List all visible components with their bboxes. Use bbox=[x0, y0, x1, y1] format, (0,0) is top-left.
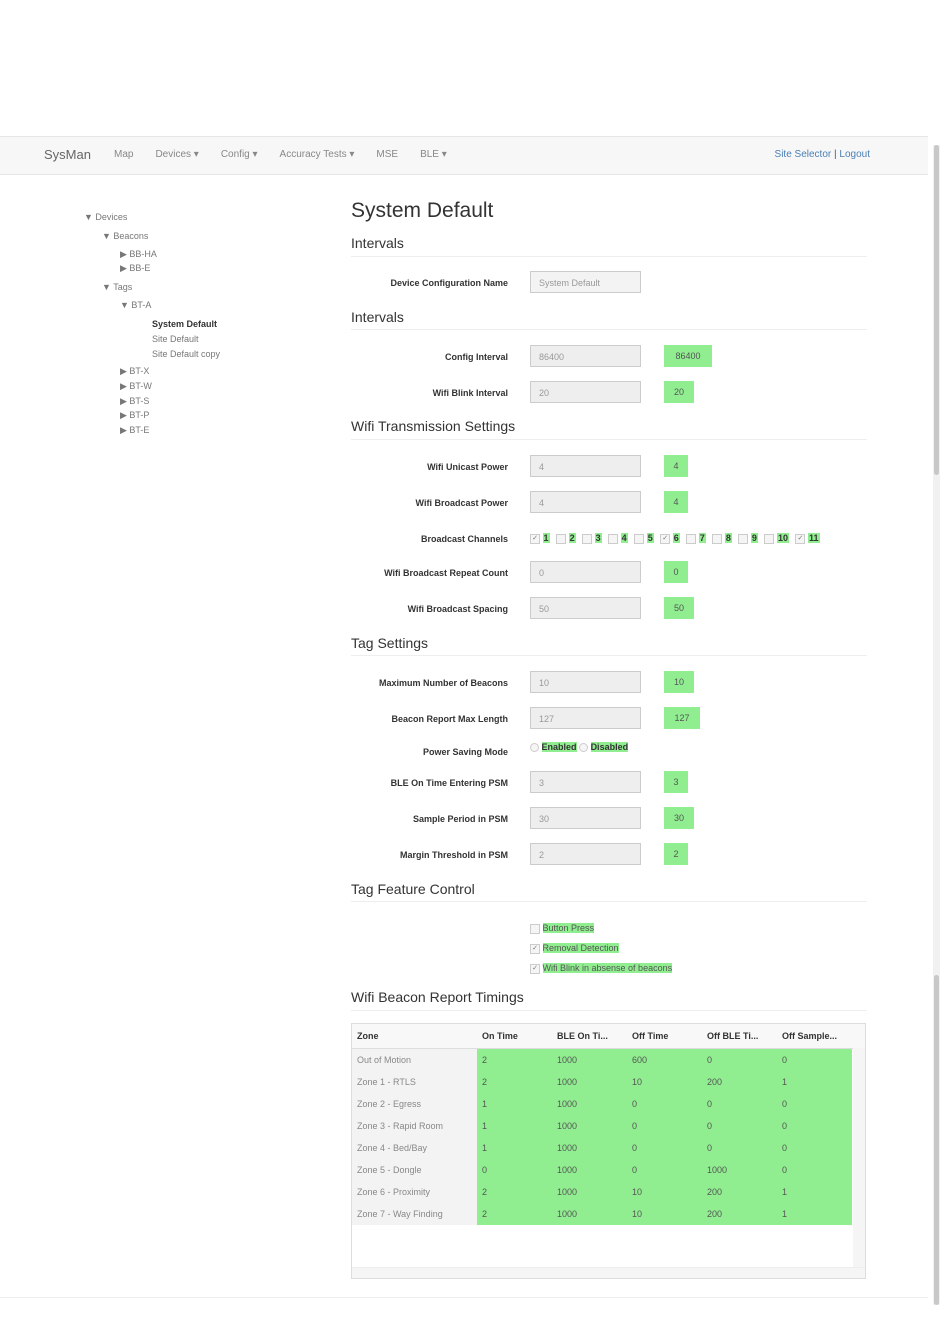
grid-vertical-scrollbar[interactable] bbox=[853, 1048, 865, 1268]
col-on-time[interactable]: On Time bbox=[482, 1031, 518, 1041]
broadcast-spacing-label: Wifi Broadcast Spacing bbox=[407, 604, 508, 614]
value-cell[interactable]: 1 bbox=[777, 1071, 852, 1093]
feature-button-press[interactable]: Button Press bbox=[530, 923, 594, 934]
tree-bt-x[interactable]: ▶ BT-X bbox=[120, 366, 150, 376]
broadcast-power-label: Wifi Broadcast Power bbox=[415, 498, 508, 508]
value-cell[interactable]: 1 bbox=[477, 1093, 552, 1115]
value-cell[interactable]: 200 bbox=[702, 1071, 777, 1093]
checkbox-icon[interactable] bbox=[634, 534, 644, 544]
divider bbox=[351, 256, 867, 257]
config-interval-label: Config Interval bbox=[444, 352, 508, 362]
value-cell[interactable]: 0 bbox=[702, 1049, 777, 1071]
table-row[interactable] bbox=[352, 1137, 852, 1159]
ble-on-time-input[interactable]: 3 bbox=[530, 771, 641, 793]
section-tag-feature: Tag Feature Control bbox=[351, 881, 475, 897]
config-name-input[interactable]: System Default bbox=[530, 271, 641, 293]
value-cell[interactable]: 10 bbox=[627, 1203, 702, 1225]
broadcast-channels bbox=[530, 533, 824, 544]
zone-cell[interactable]: Zone 1 - RTLS bbox=[352, 1071, 477, 1093]
checkbox-icon[interactable]: ✓ bbox=[530, 944, 540, 954]
blink-interval-label: Wifi Blink Interval bbox=[432, 388, 508, 398]
margin-threshold-label: Margin Threshold in PSM bbox=[399, 850, 508, 860]
tree-tags[interactable]: ▼ Tags bbox=[102, 282, 133, 292]
blink-interval-input[interactable]: 20 bbox=[530, 381, 641, 403]
channel-4[interactable]: 4 bbox=[608, 533, 628, 544]
nav-devices[interactable]: Devices ▾ bbox=[155, 149, 199, 160]
table-row[interactable] bbox=[352, 1203, 852, 1225]
broadcast-channels-label: Broadcast Channels bbox=[420, 534, 508, 544]
timings-grid bbox=[351, 1023, 866, 1279]
value-cell[interactable]: 10 bbox=[627, 1181, 702, 1203]
checkbox-icon[interactable] bbox=[530, 924, 540, 934]
table-row[interactable] bbox=[352, 1049, 852, 1071]
repeat-count-label: Wifi Broadcast Repeat Count bbox=[384, 568, 508, 578]
report-length-input[interactable]: 127 bbox=[530, 707, 641, 729]
page-title: System Default bbox=[351, 199, 494, 222]
tree-bt-e[interactable]: ▶ BT-E bbox=[120, 425, 150, 435]
zone-cell[interactable]: Zone 4 - Bed/Bay bbox=[352, 1137, 477, 1159]
radio-disabled[interactable] bbox=[579, 743, 588, 752]
config-interval-current: 86400 bbox=[664, 345, 712, 367]
radio-enabled[interactable] bbox=[530, 743, 539, 752]
tree-bb-e[interactable]: ▶ BB-E bbox=[120, 263, 151, 273]
value-cell[interactable]: 2 bbox=[477, 1049, 552, 1071]
checkbox-icon[interactable] bbox=[712, 534, 722, 544]
radio-disabled-label: Disabled bbox=[590, 742, 629, 752]
navbar bbox=[0, 136, 928, 175]
value-cell[interactable]: 1000 bbox=[552, 1093, 627, 1115]
checkbox-icon[interactable] bbox=[764, 534, 774, 544]
margin-threshold-input[interactable]: 2 bbox=[530, 843, 641, 865]
value-cell[interactable]: 0 bbox=[702, 1093, 777, 1115]
value-cell[interactable]: 0 bbox=[777, 1115, 852, 1137]
value-cell[interactable]: 1 bbox=[777, 1203, 852, 1225]
value-cell[interactable]: 1000 bbox=[552, 1115, 627, 1137]
col-off-sample[interactable]: Off Sample... bbox=[782, 1031, 838, 1041]
scrollbar-thumb-lower bbox=[934, 975, 939, 1305]
tree-system-default[interactable]: System Default bbox=[152, 319, 218, 329]
footer-divider bbox=[0, 1297, 928, 1298]
grid-horizontal-scrollbar[interactable] bbox=[352, 1267, 865, 1278]
config-interval-input[interactable]: 86400 bbox=[530, 345, 641, 367]
tree-bt-p[interactable]: ▶ BT-P bbox=[120, 410, 150, 420]
section-tag-settings: Tag Settings bbox=[351, 635, 429, 651]
value-cell[interactable]: 2 bbox=[477, 1071, 552, 1093]
max-beacons-input[interactable]: 10 bbox=[530, 671, 641, 693]
value-cell[interactable]: 0 bbox=[477, 1159, 552, 1181]
page-scrollbar[interactable] bbox=[933, 145, 940, 1305]
col-zone[interactable]: Zone bbox=[357, 1031, 379, 1041]
tree-site-default-copy[interactable]: Site Default copy bbox=[152, 349, 221, 359]
value-cell[interactable]: 1000 bbox=[702, 1159, 777, 1181]
nav-map[interactable]: Map bbox=[114, 149, 134, 160]
channel-11[interactable]: ✓ 11 bbox=[795, 533, 819, 544]
ble-on-time-current: 3 bbox=[664, 771, 688, 793]
table-row[interactable] bbox=[352, 1093, 852, 1115]
sample-period-current: 30 bbox=[664, 807, 694, 829]
checkbox-icon[interactable] bbox=[686, 534, 696, 544]
value-cell[interactable]: 0 bbox=[777, 1049, 852, 1071]
value-cell[interactable]: 200 bbox=[702, 1181, 777, 1203]
checkbox-icon[interactable]: ✓ bbox=[660, 534, 670, 544]
sample-period-label: Sample Period in PSM bbox=[412, 814, 508, 824]
value-cell[interactable]: 2 bbox=[477, 1203, 552, 1225]
value-cell[interactable]: 1 bbox=[477, 1115, 552, 1137]
checkbox-icon[interactable]: ✓ bbox=[530, 534, 540, 544]
power-saving-label: Power Saving Mode bbox=[422, 747, 508, 757]
broadcast-spacing-current: 50 bbox=[664, 597, 694, 619]
max-beacons-label: Maximum Number of Beacons bbox=[378, 678, 508, 688]
nav-config[interactable]: Config ▾ bbox=[220, 149, 258, 160]
tree-devices[interactable]: ▼ Devices bbox=[84, 212, 128, 222]
repeat-count-input[interactable]: 0 bbox=[530, 561, 641, 583]
channel-7[interactable]: 7 bbox=[686, 533, 706, 544]
col-off-time[interactable]: Off Time bbox=[632, 1031, 669, 1041]
col-ble-on-time[interactable]: BLE On Ti... bbox=[557, 1031, 608, 1041]
value-cell[interactable]: 0 bbox=[702, 1137, 777, 1159]
value-cell[interactable]: 0 bbox=[777, 1137, 852, 1159]
section-intervals: Intervals bbox=[351, 309, 404, 325]
checkbox-icon[interactable] bbox=[582, 534, 592, 544]
zone-cell[interactable]: Zone 3 - Rapid Room bbox=[352, 1115, 477, 1137]
repeat-count-current: 0 bbox=[664, 561, 688, 583]
channel-8[interactable]: 8 bbox=[712, 533, 732, 544]
broadcast-spacing-input[interactable]: 50 bbox=[530, 597, 641, 619]
channel-6[interactable]: ✓ 6 bbox=[660, 533, 680, 544]
divider bbox=[351, 439, 867, 440]
value-cell[interactable]: 1 bbox=[777, 1181, 852, 1203]
value-cell[interactable]: 10 bbox=[627, 1071, 702, 1093]
channel-1[interactable]: ✓ 1 bbox=[530, 533, 550, 544]
nav-accuracy-tests[interactable]: Accuracy Tests ▾ bbox=[279, 149, 355, 160]
brand-link[interactable]: SysMan bbox=[44, 147, 91, 162]
max-beacons-current: 10 bbox=[664, 671, 694, 693]
broadcast-power-input[interactable]: 4 bbox=[530, 491, 641, 513]
channel-2[interactable]: 2 bbox=[556, 533, 576, 544]
divider bbox=[351, 655, 867, 656]
tree-beacons[interactable]: ▼ Beacons bbox=[102, 231, 149, 241]
channel-3[interactable]: 3 bbox=[582, 533, 602, 544]
col-off-ble-time[interactable]: Off BLE Ti... bbox=[707, 1031, 759, 1041]
value-cell[interactable]: 1000 bbox=[552, 1203, 627, 1225]
zone-cell[interactable]: Zone 5 - Dongle bbox=[352, 1159, 477, 1181]
grid-header bbox=[352, 1024, 865, 1049]
site-selector-link[interactable]: Site Selector bbox=[774, 149, 832, 160]
value-cell[interactable]: 0 bbox=[627, 1137, 702, 1159]
value-cell[interactable]: 0 bbox=[777, 1159, 852, 1181]
navbar-right bbox=[775, 149, 870, 160]
nav-ble[interactable]: BLE ▾ bbox=[420, 149, 447, 160]
zone-cell[interactable]: Zone 7 - Way Finding bbox=[352, 1203, 477, 1225]
value-cell[interactable]: 0 bbox=[627, 1159, 702, 1181]
broadcast-power-current: 4 bbox=[664, 491, 688, 513]
nav-divider: | bbox=[834, 149, 837, 160]
section-intervals-top: Intervals bbox=[351, 235, 404, 251]
value-cell[interactable]: 1000 bbox=[552, 1049, 627, 1071]
checkbox-icon[interactable]: ✓ bbox=[530, 964, 540, 974]
table-row[interactable] bbox=[352, 1159, 852, 1181]
margin-threshold-current: 2 bbox=[664, 843, 688, 865]
feature-removal-detection[interactable]: ✓ Removal Detection bbox=[530, 943, 619, 954]
tree-bt-a[interactable]: ▼ BT-A bbox=[120, 300, 152, 310]
zone-cell[interactable]: Zone 2 - Egress bbox=[352, 1093, 477, 1115]
divider bbox=[351, 901, 867, 902]
config-name-label: Device Configuration Name bbox=[390, 278, 508, 288]
value-cell[interactable]: 0 bbox=[777, 1093, 852, 1115]
table-row[interactable] bbox=[352, 1115, 852, 1137]
feature-blink-absence[interactable]: ✓ Wifi Blink in absense of beacons bbox=[530, 963, 672, 974]
report-length-current: 127 bbox=[664, 707, 700, 729]
value-cell[interactable]: 600 bbox=[627, 1049, 702, 1071]
divider bbox=[351, 329, 867, 330]
value-cell[interactable]: 1000 bbox=[552, 1159, 627, 1181]
tree-site-default[interactable]: Site Default bbox=[152, 334, 199, 344]
unicast-power-input[interactable]: 4 bbox=[530, 455, 641, 477]
value-cell[interactable]: 1000 bbox=[552, 1181, 627, 1203]
channel-5[interactable]: 5 bbox=[634, 533, 654, 544]
value-cell[interactable]: 1000 bbox=[552, 1137, 627, 1159]
blink-interval-current: 20 bbox=[664, 381, 694, 403]
zone-cell[interactable]: Out of Motion bbox=[352, 1049, 477, 1071]
checkbox-icon[interactable]: ✓ bbox=[795, 534, 805, 544]
value-cell[interactable]: 2 bbox=[477, 1181, 552, 1203]
table-row[interactable] bbox=[352, 1071, 852, 1093]
scrollbar-thumb[interactable] bbox=[934, 145, 939, 475]
checkbox-icon[interactable] bbox=[738, 534, 748, 544]
value-cell[interactable]: 0 bbox=[627, 1115, 702, 1137]
radio-enabled-label: Enabled bbox=[541, 742, 577, 752]
value-cell[interactable]: 1 bbox=[477, 1137, 552, 1159]
logout-link[interactable]: Logout bbox=[839, 149, 870, 160]
power-saving-mode bbox=[530, 742, 628, 752]
sample-period-input[interactable]: 30 bbox=[530, 807, 641, 829]
checkbox-icon[interactable] bbox=[556, 534, 566, 544]
report-length-label: Beacon Report Max Length bbox=[391, 714, 508, 724]
section-wifi-transmission: Wifi Transmission Settings bbox=[351, 418, 516, 434]
divider bbox=[351, 1010, 867, 1011]
tree-bt-s[interactable]: ▶ BT-S bbox=[120, 396, 150, 406]
value-cell[interactable]: 1000 bbox=[552, 1071, 627, 1093]
section-timings: Wifi Beacon Report Timings bbox=[351, 989, 524, 1005]
nav-mse[interactable]: MSE bbox=[376, 149, 399, 160]
channel-9[interactable]: 9 bbox=[738, 533, 758, 544]
value-cell[interactable]: 0 bbox=[627, 1093, 702, 1115]
nav-menu bbox=[114, 149, 469, 160]
ble-on-time-label: BLE On Time Entering PSM bbox=[390, 778, 508, 788]
value-cell[interactable]: 200 bbox=[702, 1203, 777, 1225]
value-cell[interactable]: 0 bbox=[702, 1115, 777, 1137]
checkbox-icon[interactable] bbox=[608, 534, 618, 544]
unicast-power-label: Wifi Unicast Power bbox=[427, 462, 508, 472]
tree-bt-w[interactable]: ▶ BT-W bbox=[120, 381, 152, 391]
channel-10[interactable]: 10 bbox=[764, 533, 789, 544]
tree-bb-ha[interactable]: ▶ BB-HA bbox=[120, 249, 157, 259]
table-row[interactable] bbox=[352, 1181, 852, 1203]
unicast-power-current: 4 bbox=[664, 455, 688, 477]
zone-cell[interactable]: Zone 6 - Proximity bbox=[352, 1181, 477, 1203]
